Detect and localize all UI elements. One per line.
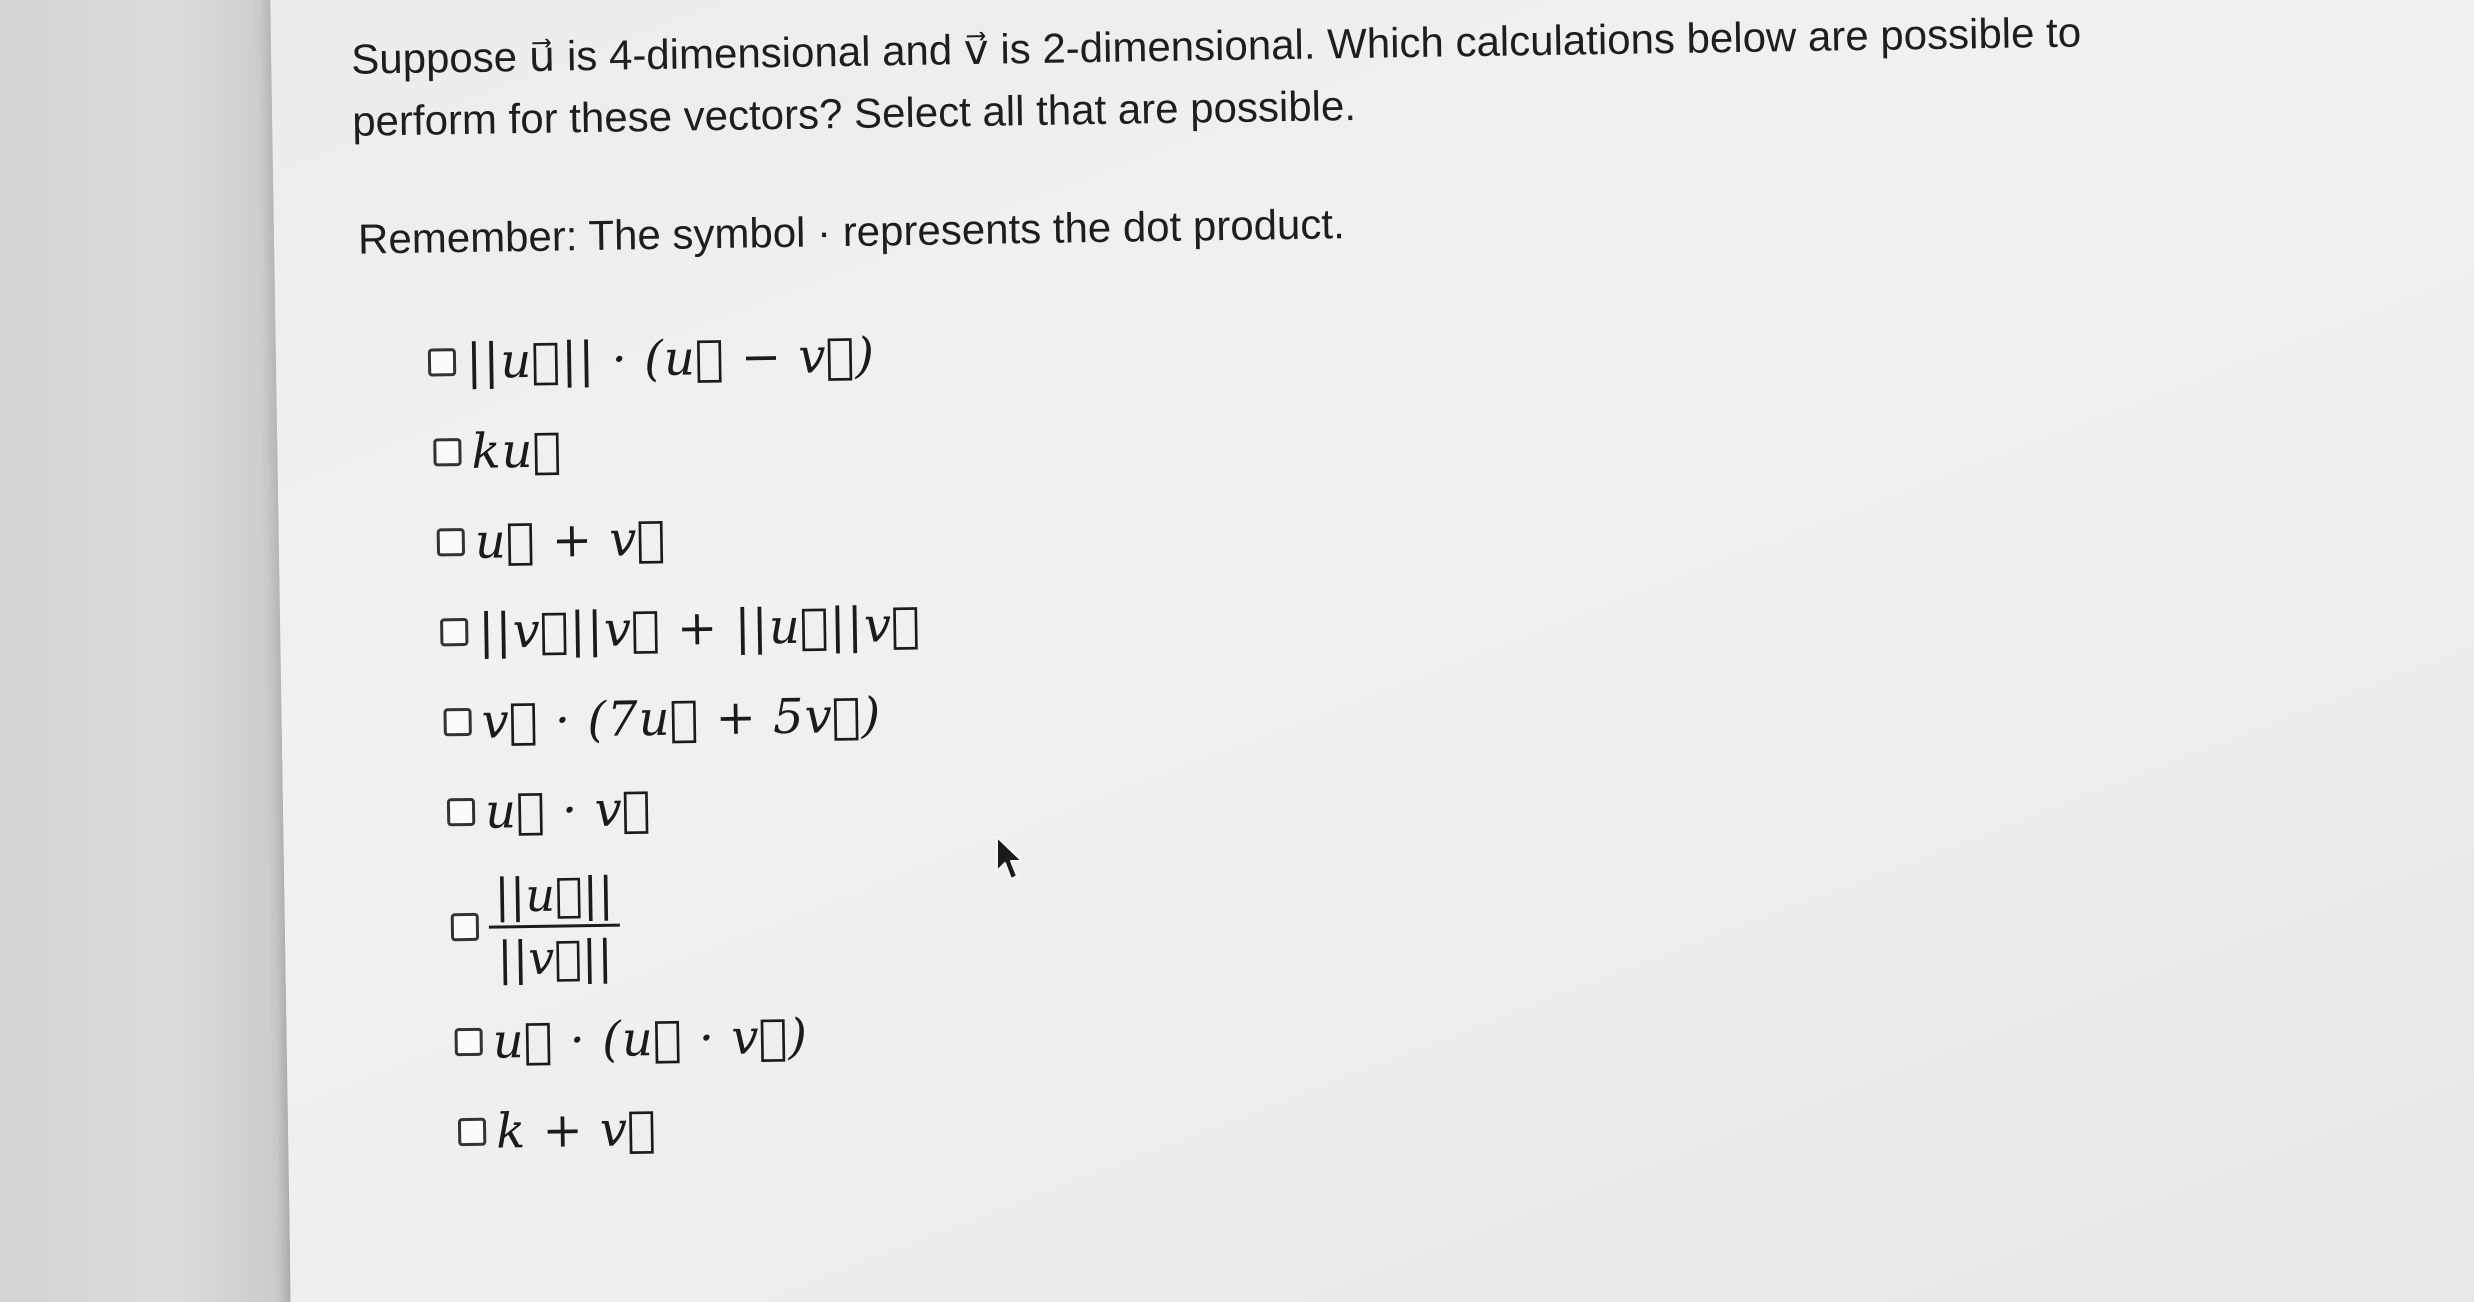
checkbox-unchecked-icon[interactable]	[451, 913, 479, 941]
option-9[interactable]	[457, 1080, 929, 1177]
option-6[interactable]	[446, 760, 924, 857]
option-8[interactable]	[454, 990, 928, 1087]
question-prompt-line-2: perform for these vectors? Select all that are possible.	[351, 81, 1357, 145]
checkbox-unchecked-icon[interactable]	[458, 1118, 486, 1146]
fraction-denominator: ||v⃗||	[496, 929, 614, 986]
mouse-pointer-icon	[995, 835, 1025, 883]
option-7-fraction	[488, 865, 621, 986]
option-9-expression: k + v⃗	[495, 1101, 658, 1160]
option-3-expression: u⃗ + v⃗	[474, 510, 667, 570]
option-2[interactable]	[433, 400, 919, 498]
dot-product-reminder: Remember: The symbol · represents the dot product.	[357, 200, 1346, 263]
option-3[interactable]	[436, 490, 920, 588]
option-7[interactable]	[450, 850, 927, 997]
checkbox-unchecked-icon[interactable]	[454, 1028, 482, 1056]
checkbox-unchecked-icon[interactable]	[440, 618, 468, 646]
answer-options-list	[427, 310, 929, 1178]
question-text-block	[351, 0, 2255, 271]
checkbox-unchecked-icon[interactable]	[433, 438, 461, 466]
left-margin-panel	[0, 0, 290, 1302]
option-5-expression: v⃗ · (7u⃗ + 5v⃗)	[481, 687, 882, 750]
question-card	[270, 0, 2474, 1302]
checkbox-unchecked-icon[interactable]	[428, 348, 456, 376]
option-4[interactable]	[440, 580, 922, 678]
checkbox-unchecked-icon[interactable]	[443, 708, 471, 736]
option-1-expression: ||u⃗|| · (u⃗ − v⃗)	[465, 327, 876, 390]
option-2-expression: ku⃗	[470, 422, 563, 480]
option-4-expression: ||v⃗||v⃗ + ||u⃗||v⃗	[477, 596, 922, 660]
question-prompt-line-1: Suppose u⃗ is 4-dimensional and v⃗ is 2-dimensional. Which calculations below are possible to	[350, 8, 2082, 83]
option-8-expression: u⃗ · (u⃗ · v⃗)	[492, 1008, 809, 1070]
checkbox-unchecked-icon[interactable]	[437, 528, 465, 556]
option-5[interactable]	[443, 670, 923, 768]
option-6-expression: u⃗ · v⃗	[484, 781, 652, 840]
option-1[interactable]	[427, 310, 917, 408]
checkbox-unchecked-icon[interactable]	[447, 798, 475, 826]
fraction-numerator: ||u⃗||	[488, 865, 620, 928]
